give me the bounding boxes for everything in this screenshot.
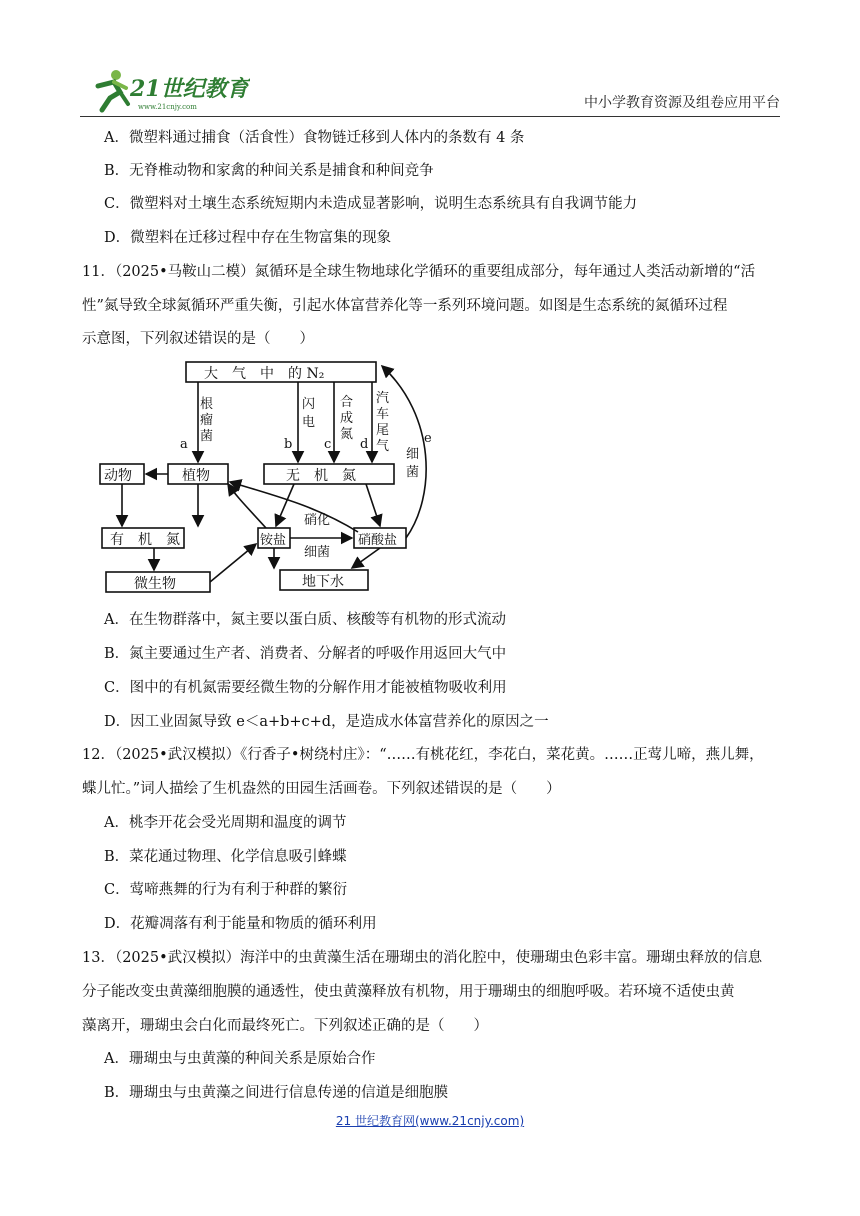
label-lightning-1: 闪: [302, 397, 316, 412]
q13-stem-line-1: 13．（2025•武汉模拟）海洋中的虫黄藻生活在珊瑚虫的消化腔中，使珊瑚虫色彩丰富。珊瑚虫释放的信息: [82, 950, 763, 966]
q12-option-b: B．菜花通过物理、化学信息吸引蜂蝶: [104, 849, 347, 865]
label-rhizobia-3: 菌: [200, 429, 214, 444]
label-organic-n: 有 机 氮: [110, 532, 180, 548]
q10-option-b: B．无脊椎动物和家禽的种间关系是捕食和种间竞争: [104, 163, 434, 179]
q11-stem-line-2: 性”氮导致全球氮循环严重失衡，引起水体富营养化等一系列环境问题。如图是生态系统的氮循环过程: [82, 298, 728, 314]
label-lightning-2: 电: [302, 415, 316, 430]
q12-option-a: A．桃李开花会受光周期和温度的调节: [104, 815, 347, 831]
footer-link[interactable]: 21 世纪教育网(www.21cnjy.com): [335, 1114, 525, 1128]
q11-option-a: A．在生物群落中，氮主要以蛋白质、核酸等有机物的形式流动: [104, 612, 506, 628]
q11-option-d: D．因工业固氮导致 e＜a+b+c+d，是造成水体富营养化的原因之一: [104, 714, 549, 730]
label-groundwater: 地下水: [302, 574, 344, 590]
label-plant: 植物: [182, 468, 210, 484]
label-d: d: [360, 437, 369, 452]
label-atmosphere: 大 气 中 的 N₂: [204, 366, 325, 382]
logo-text: 21世纪教育: [130, 76, 249, 102]
label-ammonium: 铵盐: [260, 533, 287, 548]
page-header: [80, 62, 780, 116]
label-rhizobia-1: 根: [200, 397, 214, 412]
label-a: a: [180, 437, 188, 452]
label-nitrate: 硝酸盐: [358, 533, 398, 548]
label-exhaust-1: 汽: [376, 391, 390, 406]
q12-option-d: D．花瓣凋落有利于能量和物质的循环利用: [104, 916, 377, 932]
q11-option-b: B．氮主要通过生产者、消费者、分解者的呼吸作用返回大气中: [104, 646, 507, 662]
logo-url: www.21cnjy.com: [138, 103, 197, 111]
platform-name: 中小学教育资源及组卷应用平台: [584, 95, 780, 111]
q11-stem-line-3: 示意图，下列叙述错误的是（ ）: [82, 331, 314, 347]
label-nitrifying-2: 细菌: [304, 545, 331, 560]
label-bacteria-1: 细: [406, 447, 420, 462]
label-rhizobia-2: 瘤: [200, 413, 214, 428]
label-inorganic-n: 无 机 氮: [286, 468, 356, 484]
q13-option-b: B．珊瑚虫与虫黄藻之间进行信息传递的信道是细胞膜: [104, 1085, 449, 1101]
q13-stem-line-2: 分子能改变虫黄藻细胞膜的通透性，使虫黄藻释放有机物，用于珊瑚虫的细胞呼吸。若环境不适使虫黄: [82, 984, 735, 1000]
header-divider: [80, 116, 780, 117]
q12-stem-line-1: 12．（2025•武汉模拟）《行香子•树绕村庄》：“……有桃花红，李花白，菜花黄。……正莺儿啼，燕儿舞，: [82, 747, 764, 763]
brand-logo: [80, 66, 250, 114]
label-synthetic-2: 成: [340, 411, 354, 426]
label-exhaust-4: 气: [376, 439, 390, 454]
q12-option-c: C．莺啼燕舞的行为有利于种群的繁衍: [104, 882, 348, 898]
q10-option-c: C．微塑料对土壤生态系统短期内未造成显著影响，说明生态系统具有自我调节能力: [104, 196, 638, 212]
q10-option-d: D．微塑料在迁移过程中存在生物富集的现象: [104, 230, 392, 246]
q12-stem-line-2: 蝶儿忙。”词人描绘了生机盎然的田园生活画卷。下列叙述错误的是（ ）: [82, 781, 561, 797]
q11-option-c: C．图中的有机氮需要经微生物的分解作用才能被植物吸收利用: [104, 680, 507, 696]
label-exhaust-3: 尾: [376, 423, 390, 438]
label-c: c: [324, 437, 332, 452]
q11-stem-line-1: 11．（2025•马鞍山二模）氮循环是全球生物地球化学循环的重要组成部分，每年通过人类活动新增的“活: [82, 264, 756, 280]
label-synthetic-3: 氮: [340, 427, 354, 442]
label-synthetic-1: 合: [340, 395, 354, 410]
label-bacteria-2: 菌: [406, 465, 420, 480]
q13-option-a: A．珊瑚虫与虫黄藻的种间关系是原始合作: [104, 1051, 376, 1067]
label-e: e: [424, 431, 432, 446]
label-exhaust-2: 车: [376, 407, 390, 422]
q10-option-a: A．微塑料通过捕食（活食性）食物链迁移到人体内的条数有 4 条: [104, 130, 525, 146]
page-footer: [0, 1112, 860, 1129]
label-b: b: [284, 437, 293, 452]
nitrogen-cycle-diagram: [96, 356, 436, 596]
label-animal: 动物: [104, 468, 132, 484]
label-microbe: 微生物: [134, 576, 176, 592]
q13-stem-line-3: 藻离开，珊瑚虫会白化而最终死亡。下列叙述正确的是（ ）: [82, 1018, 488, 1034]
label-nitrifying-1: 硝化: [304, 513, 331, 528]
